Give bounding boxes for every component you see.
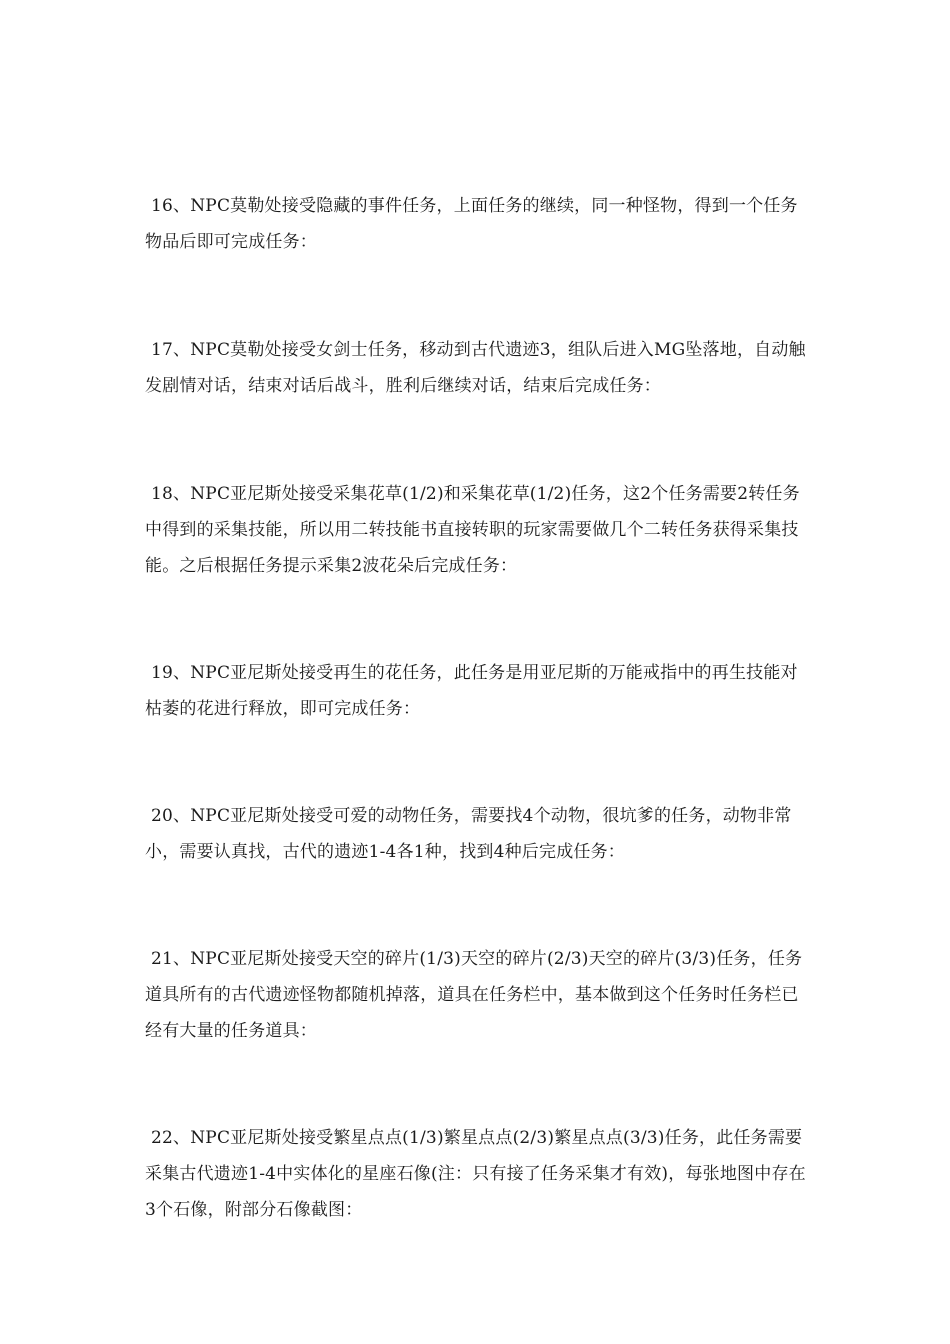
paragraph-18: 18、NPC亚尼斯处接受采集花草(1/2)和采集花草(1/2)任务，这2个任务需要2转任务中得到的采集技能，所以用二转技能书直接转职的玩家需要做几个二转任务获得采集技能。之后根据任务提示采集2波花朵后完成任务： xyxy=(145,484,800,576)
paragraph-16: 16、NPC莫勒处接受隐藏的事件任务，上面任务的继续，同一种怪物，得到一个任务物品后即可完成任务： xyxy=(145,196,798,252)
paragraph-17: 17、NPC莫勒处接受女剑士任务，移动到古代遗迹3，组队后进入MG坠落地，自动触发剧情对话，结束对话后战斗，胜利后继续对话，结束后完成任务： xyxy=(145,340,806,396)
paragraph-19: 19、NPC亚尼斯处接受再生的花任务，此任务是用亚尼斯的万能戒指中的再生技能对枯萎的花进行释放，即可完成任务： xyxy=(145,663,798,719)
paragraph-22: 22、NPC亚尼斯处接受繁星点点(1/3)繁星点点(2/3)繁星点点(3/3)任务，此任务需要采集古代遗迹1-4中实体化的星座石像(注：只有接了任务采集才有效)，每张地图中存在3个石像，附部分石像截图： xyxy=(145,1128,806,1220)
paragraph-21: 21、NPC亚尼斯处接受天空的碎片(1/3)天空的碎片(2/3)天空的碎片(3/3)任务，任务道具所有的古代遗迹怪物都随机掉落，道具在任务栏中，基本做到这个任务时任务栏已经有大量的任务道具： xyxy=(145,949,803,1041)
paragraph-20: 20、NPC亚尼斯处接受可爱的动物任务，需要找4个动物，很坑爹的任务，动物非常小，需要认真找，古代的遗迹1-4各1种，找到4种后完成任务： xyxy=(145,806,792,862)
